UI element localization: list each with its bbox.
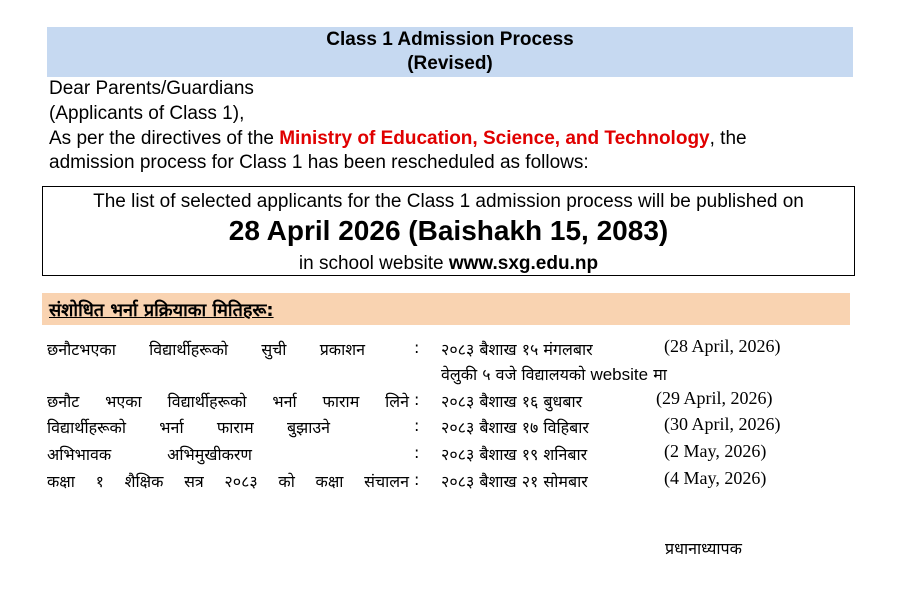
schedule-row-date-en: (28 April, 2026) — [664, 336, 781, 356]
schedule-row-date-en: (4 May, 2026) — [664, 468, 767, 488]
schedule-row-date-en: (29 April, 2026) — [656, 388, 773, 408]
schedule-row-colon: : — [414, 443, 420, 462]
principal-signature-title: प्रधानाध्यापक — [665, 539, 742, 558]
schedule-row-date-en: (2 May, 2026) — [664, 441, 767, 461]
schedule-row-colon: : — [414, 390, 420, 409]
schedule-row-label: छनौटभएका विद्यार्थीहरूको सुची प्रकाशन — [47, 340, 365, 359]
page-title: Class 1 Admission Process — [326, 29, 574, 50]
page-subtitle: (Revised) — [407, 53, 493, 74]
school-website-link[interactable]: www.sxg.edu.np — [448, 253, 599, 274]
ministry-name: Ministry of Education, Science, and Technology — [279, 128, 710, 149]
greeting-line-3-suffix: , the — [709, 128, 747, 149]
note-text-en: website — [590, 365, 649, 384]
schedule-row-label: विद्यार्थीहरूको भर्ना फाराम बुझाउने — [47, 418, 330, 437]
schedule-row-date-np: २०८३ बैशाख १६ बुधबार — [441, 392, 583, 411]
greeting-line-1: Dear Parents/Guardians — [49, 78, 254, 99]
schedule-row-date-np: २०८३ बैशाख २१ सोमबार — [441, 472, 588, 491]
schedule-row-colon: : — [414, 338, 420, 357]
greeting-line-3 — [49, 128, 747, 150]
schedule-row-note — [441, 363, 667, 385]
schedule-row-colon: : — [414, 416, 420, 435]
schedule-row-date-np: २०८३ बैशाख १९ शनिबार — [441, 445, 588, 464]
note-text-np-2: मा — [653, 365, 667, 384]
greeting-line-2: (Applicants of Class 1), — [49, 103, 245, 124]
schedule-row-label: कक्षा १ शैक्षिक सत्र २०८३ को कक्षा संचालन — [47, 472, 409, 491]
greeting-line-3-prefix: As per the directives of the — [49, 128, 280, 149]
notice-line-1: The list of selected applicants for the Class 1 admission process will be published on — [93, 191, 804, 212]
schedule-row-colon: : — [414, 470, 420, 489]
schedule-row-date-np: २०८३ बैशाख १७ विहिबार — [441, 418, 589, 437]
note-text-np: वेलुकी ५ वजे विद्यालयको — [441, 365, 586, 384]
notice-line-3 — [42, 253, 855, 275]
schedule-row-date-en: (30 April, 2026) — [664, 414, 781, 434]
schedule-row-date-np: २०८३ बैशाख १५ मंगलबार — [441, 340, 593, 359]
schedule-row-label: छनौट भएका विद्यार्थीहरूको भर्ना फाराम लिने — [47, 392, 409, 411]
schedule-row-label: अभिभावक अभिमुखीकरण — [47, 445, 252, 464]
greeting-line-4: admission process for Class 1 has been rescheduled as follows: — [49, 152, 589, 173]
notice-line-3-prefix: in school website — [298, 253, 449, 274]
schedule-heading: संशोधित भर्ना प्रक्रियाका मितिहरू: — [49, 300, 274, 321]
publish-date: 28 April 2026 (Baishakh 15, 2083) — [228, 215, 669, 246]
